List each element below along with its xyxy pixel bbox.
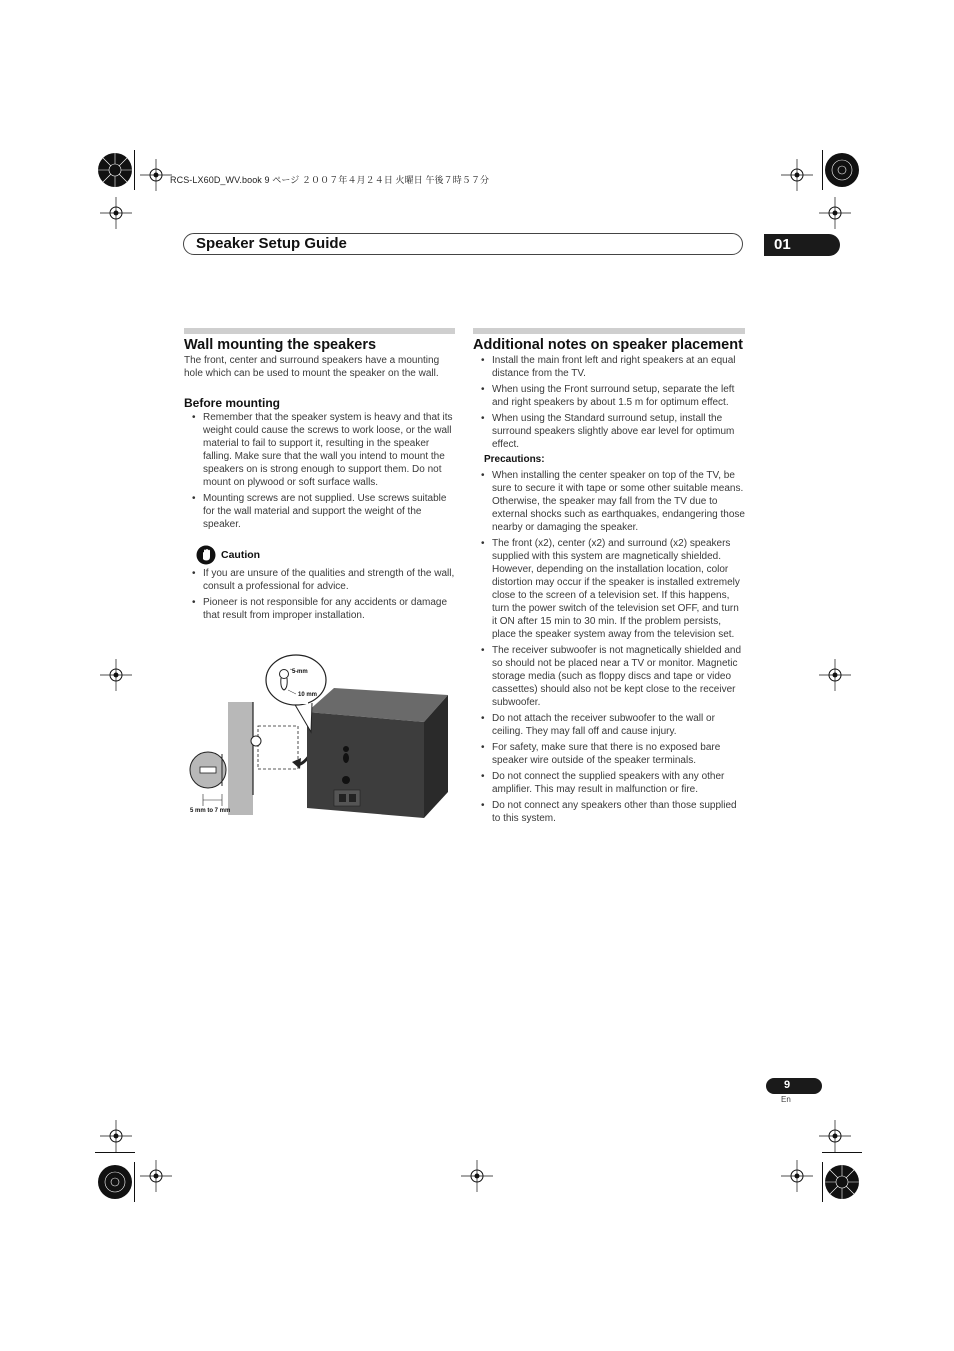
right-column — [473, 328, 745, 828]
before-mounting-list — [184, 411, 455, 531]
precautions-list — [473, 469, 745, 825]
wall-mounting-intro: The front, center and surround speakers have a mounting hole which can be used to mount the speaker on the wall. — [184, 355, 440, 379]
list-item: • Do not connect any speakers other than those supplied to this system. — [473, 799, 745, 825]
crop-line — [134, 1162, 135, 1202]
caution-hand-icon — [196, 545, 216, 565]
list-item: • Pioneer is not responsible for any accidents or damage that result from improper installation. — [184, 596, 455, 622]
list-item: • When installing the center speaker on top of the TV, be sure to secure it with tape or some other suitable means. Otherwise, the speaker may fall from the TV due to external shocks such as earthquakes, endangering those nearby or damaging the speaker. — [473, 469, 745, 534]
placement-heading: Additional notes on speaker placement — [473, 337, 743, 353]
list-item: • The receiver subwoofer is not magnetically shielded and so should not be placed near a TV or monitor. Magnetic storage media (such as floppy discs and tape or video cassettes) should also not be kept close to the receiver subwoofer. — [473, 644, 745, 709]
speaker-front — [307, 712, 424, 818]
registration-mark-bottom-left — [95, 1162, 135, 1202]
crosshair-mark — [100, 1120, 132, 1152]
left-column — [184, 328, 455, 625]
section-title: Speaker Setup Guide — [196, 235, 347, 252]
heading-rule — [184, 328, 455, 334]
page-number-badge — [766, 1078, 822, 1094]
caution-list — [184, 567, 455, 622]
crosshair-mark — [140, 1160, 172, 1192]
crosshair-mark — [781, 1160, 813, 1192]
list-item: • The front (x2), center (x2) and surround (x2) speakers supplied with this system are magnetically shielded. However, depending on the installation location, color distortion may occur if the speaker is installed extremely close to the screen of a television set. If this happens, turn the power switch of the television set OFF, and turn it ON after 15 min to 30 min. If the problem persists, place the speaker system away from the television set. — [473, 537, 745, 641]
heading-rule — [473, 328, 745, 334]
wall-illustration — [228, 702, 253, 815]
precautions-heading: Precautions: — [484, 454, 545, 465]
registration-mark-top-left — [95, 150, 135, 190]
list-item: • Remember that the speaker system is heavy and that its weight could cause the screws to work loose, or the wall material to fail to support it, resulting in the speaker falling. Make sure that the wall you intend to mount the speakers on is strong enough to support them. Do not mount on plywood or soft surface walls. — [184, 411, 455, 489]
crosshair-mark — [781, 159, 813, 191]
caution-heading — [184, 545, 455, 565]
crop-line — [822, 1152, 862, 1153]
hole-width-label: 5 mm — [292, 669, 308, 675]
registration-mark-bottom-right — [822, 1162, 862, 1202]
placement-list — [473, 354, 745, 451]
wall-mounting-heading: Wall mounting the speakers — [184, 337, 377, 353]
registration-mark-top-right — [822, 150, 862, 190]
crosshair-mark — [819, 1120, 851, 1152]
list-item: • Mounting screws are not supplied. Use screws suitable for the wall material and support the weight of the speaker. — [184, 492, 455, 531]
list-item: • Install the main front left and right speakers at an equal distance from the TV. — [473, 354, 745, 380]
screw-length-label: 5 mm to 7 mm — [190, 808, 231, 814]
list-item: • For safety, make sure that there is no exposed bare speaker wire outside of the speaker terminals. — [473, 741, 745, 767]
list-item: • If you are unsure of the qualities and strength of the wall, consult a professional for advice. — [184, 567, 455, 593]
wall-mount-figure — [186, 650, 452, 825]
crosshair-mark — [100, 659, 132, 691]
page-number: 9 — [784, 1079, 791, 1091]
list-item: • Do not attach the receiver subwoofer to the wall or ceiling. They may fall off and cause injury. — [473, 712, 745, 738]
crosshair-mark — [819, 197, 851, 229]
language-code: En — [781, 1095, 791, 1104]
crop-line — [134, 150, 135, 190]
list-item: • When using the Standard surround setup, install the surround speakers slightly above ear level for optimum effect. — [473, 412, 745, 451]
crosshair-mark — [140, 159, 172, 191]
section-title-bar — [183, 233, 743, 255]
crop-line — [95, 1152, 135, 1153]
crop-line — [822, 150, 823, 190]
crosshair-mark — [100, 197, 132, 229]
detail-box — [258, 726, 298, 769]
crosshair-mark — [819, 659, 851, 691]
chapter-tab — [764, 234, 840, 256]
crosshair-mark — [461, 1160, 493, 1192]
list-item: • When using the Front surround setup, separate the left and right speakers by about 1.5 m for optimum effect. — [473, 383, 745, 409]
hole-height-label: 10 mm — [298, 692, 318, 698]
file-header: RCS-LX60D_WV.book 9 ページ ２００７年４月２４日 火曜日 午後７時５７分 — [170, 175, 490, 185]
caution-label: Caution — [221, 549, 261, 561]
chapter-number: 01 — [774, 236, 791, 253]
before-mounting-heading: Before mounting — [184, 396, 280, 410]
list-item: • Do not connect the supplied speakers with any other amplifier. This may result in malfunction or fire. — [473, 770, 745, 796]
crop-line — [822, 1162, 823, 1202]
